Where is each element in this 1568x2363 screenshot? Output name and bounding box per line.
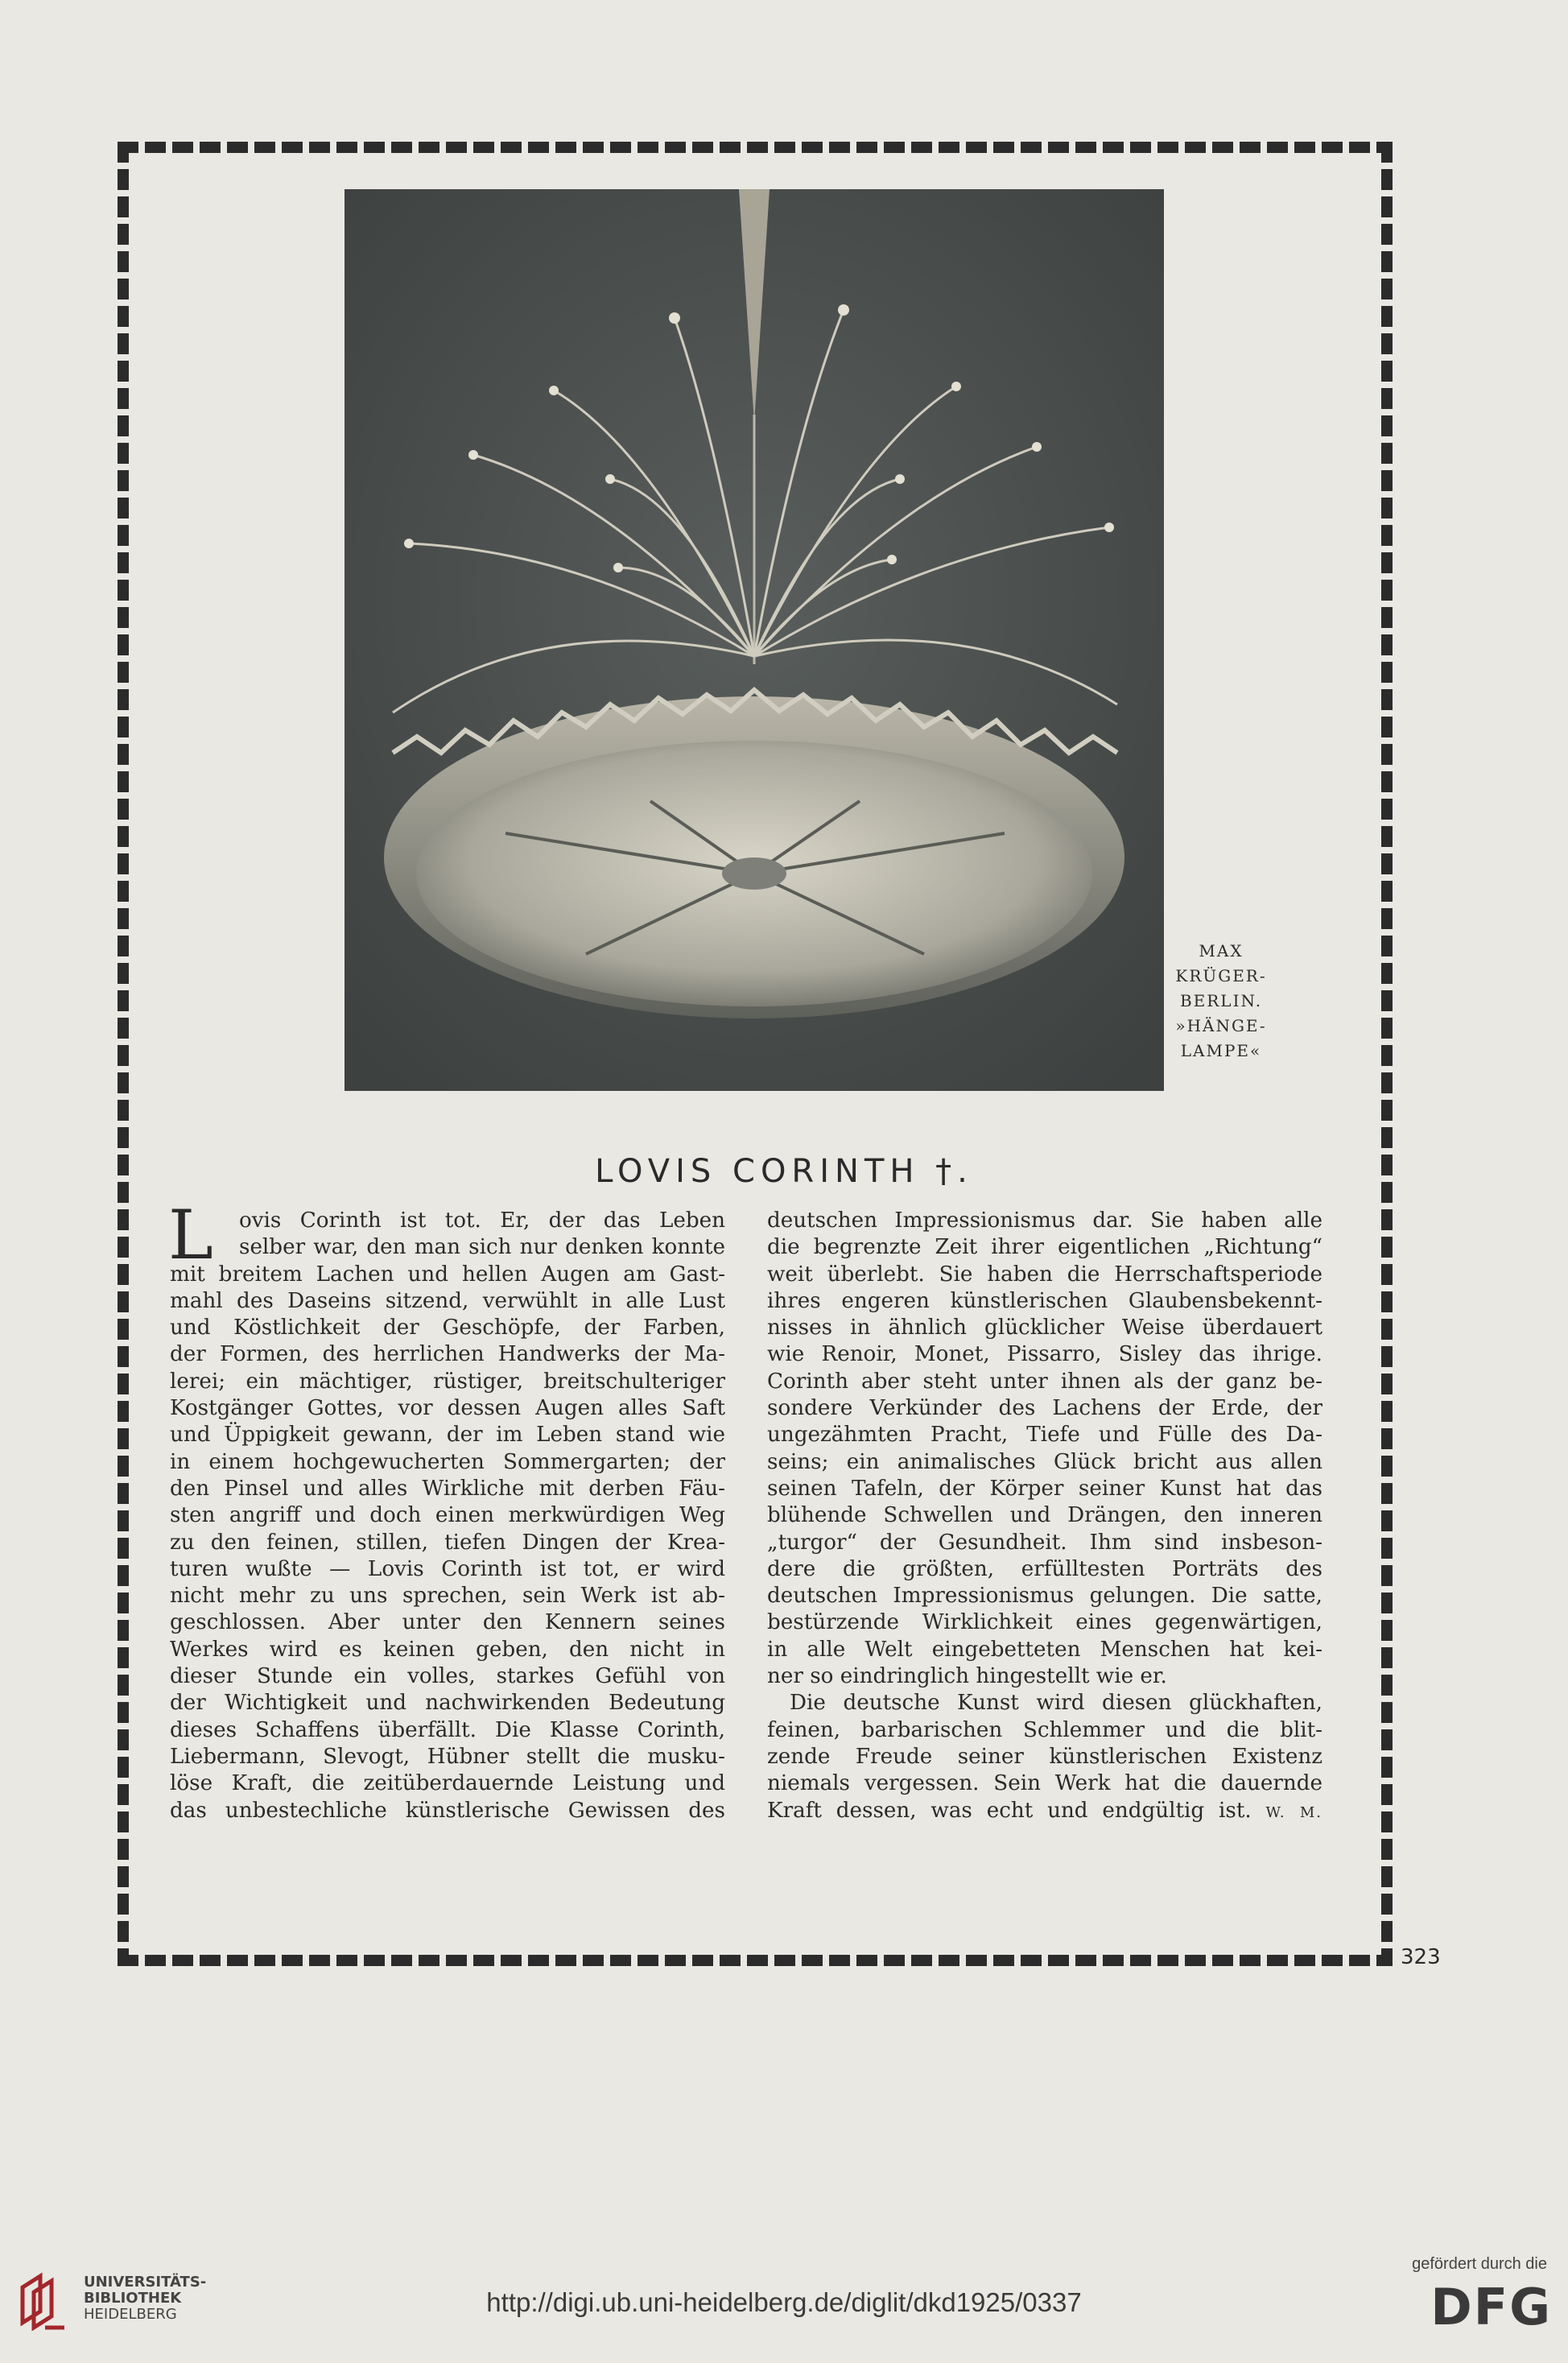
drop-cap: L — [168, 1196, 213, 1274]
text-line: nisses in ähnlich glücklicher Weise überdauert — [767, 1316, 1322, 1341]
text-line: zu den feinen, stillen, tiefen Dingen der Krea- — [170, 1530, 725, 1555]
text-line — [767, 1798, 1322, 1826]
page-number: 323 — [1401, 1945, 1441, 1969]
footer — [0, 2242, 1568, 2363]
caption-line: BERLIN. — [1179, 991, 1263, 1010]
text-line: in einem hochgewucherten Sommergarten; der — [170, 1449, 725, 1474]
text-line: seins; ein animalisches Glück bricht aus allen — [767, 1449, 1322, 1474]
caption-line: »HÄNGE- — [1175, 1016, 1267, 1035]
text-line: feinen, barbarischen Schlemmer und die blit- — [767, 1717, 1322, 1742]
text-line: in alle Welt eingebetteten Menschen hat kei- — [767, 1637, 1322, 1662]
text-line: wie Renoir, Monet, Pissarro, Sisley das ihrige. — [767, 1342, 1322, 1367]
caption-line: LAMPE« — [1180, 1041, 1262, 1060]
library-line: UNIVERSITÄTS- — [84, 2274, 207, 2291]
photo-caption — [1164, 939, 1278, 1064]
text-column-left — [168, 1196, 725, 1824]
text-line-content: Kraft dessen, was echt und endgültig ist. — [767, 1798, 1252, 1823]
text-line: dere die größten, erfülltesten Porträts des — [767, 1556, 1322, 1581]
text-line: bestürzende Wirklichkeit eines gegenwärtigen, — [767, 1610, 1322, 1635]
article-title: LOVIS CORINTH †. — [595, 1153, 973, 1190]
text-line: blühende Schwellen und Drängen, den inneren — [767, 1503, 1322, 1528]
text-line: und Köstlichkeit der Geschöpfe, der Farben, — [170, 1316, 725, 1341]
text-line: dieser Stunde ein volles, starkes Gefühl von — [170, 1664, 725, 1689]
frame-border-left — [118, 142, 129, 1966]
text-line: ihres engeren künstlerischen Glaubensbekennt- — [767, 1288, 1322, 1313]
text-line: zende Freude seiner künstlerischen Existenz — [767, 1744, 1322, 1769]
text-column-right — [767, 1208, 1322, 1826]
text-line: Werkes wird es keinen geben, den nicht in — [170, 1637, 725, 1662]
text-line: ungezähmten Pracht, Tiefe und Fülle des Da- — [767, 1423, 1322, 1448]
text-line: ner so eindringlich hingestellt wie er. — [767, 1664, 1167, 1689]
author-signature: W. M. — [1265, 1803, 1323, 1821]
text-line: ovis Corinth ist tot. Er, der das Leben — [239, 1208, 725, 1233]
frame-border-bottom — [118, 1955, 1393, 1966]
text-line: und Üppigkeit gewann, der im Leben stand wie — [170, 1423, 725, 1448]
text-line: Kostgänger Gottes, vor dessen Augen alles Saft — [170, 1396, 725, 1421]
text-line: Liebermann, Slevogt, Hübner stellt die musku- — [170, 1744, 725, 1769]
text-line: Die deutsche Kunst wird diesen glückhaften, — [790, 1691, 1322, 1716]
text-line: das unbestechliche künstlerische Gewissen des — [170, 1798, 725, 1823]
text-line: die begrenzte Zeit ihrer eigentlichen „Richtung“ — [767, 1235, 1322, 1260]
lamp-photograph — [345, 189, 1164, 1091]
caption-line: MAX — [1199, 941, 1244, 960]
dfg-logo: DFG — [1430, 2278, 1552, 2336]
text-line: der Wichtigkeit und nachwirkenden Bedeutung — [170, 1691, 725, 1716]
text-line: Corinth aber steht unter ihnen als der ganz be- — [767, 1369, 1322, 1394]
text-line: seinen Tafeln, der Körper seiner Kunst hat das — [767, 1476, 1322, 1501]
text-line: löse Kraft, die zeitüberdauernde Leistung und — [170, 1771, 725, 1796]
text-line: niemals vergessen. Sein Werk hat die dauernde — [767, 1771, 1322, 1796]
text-line: geschlossen. Aber unter den Kennern seines — [170, 1610, 725, 1635]
text-line: deutschen Impressionismus dar. Sie haben alle — [767, 1208, 1322, 1233]
text-line: der Formen, des herrlichen Handwerks der Ma- — [170, 1342, 725, 1367]
text-line: selber war, den man sich nur denken konnte — [239, 1235, 725, 1260]
text-line: den Pinsel und alles Wirkliche mit derben Fäu- — [170, 1476, 725, 1501]
caption-line: KRÜGER- — [1175, 966, 1267, 985]
text-line: sondere Verkünder des Lachens der Erde, der — [767, 1396, 1322, 1421]
library-line: HEIDELBERG — [84, 2306, 177, 2323]
text-line: mit breitem Lachen und hellen Augen am Gast- — [170, 1262, 725, 1287]
text-line: mahl des Daseins sitzend, verwühlt in alle Lust — [170, 1288, 725, 1313]
text-line: „turgor“ der Gesundheit. Ihm sind insbeson- — [767, 1530, 1322, 1555]
text-line: dieses Schaffens überfällt. Die Klasse Corinth, — [170, 1717, 725, 1742]
permalink-url[interactable]: http://digi.ub.uni-heidelberg.de/diglit/dkd1925/0337 — [486, 2287, 1082, 2317]
text-line: deutschen Impressionismus gelungen. Die satte, — [767, 1584, 1322, 1609]
text-line: weit überlebt. Sie haben die Herrschaftsperiode — [767, 1262, 1322, 1287]
frame-border-top — [118, 142, 1393, 153]
text-line: nicht mehr zu uns sprechen, sein Werk ist ab- — [170, 1584, 725, 1609]
text-line: lerei; ein mächtiger, rüstiger, breitschulteriger — [170, 1369, 725, 1394]
funded-by-label: gefördert durch die — [1412, 2255, 1547, 2273]
text-line: turen wußte — Lovis Corinth ist tot, er wird — [170, 1556, 725, 1581]
frame-border-right — [1381, 142, 1393, 1966]
text-line: sten angriff und doch einen merkwürdigen Weg — [170, 1503, 725, 1528]
library-line: BIBLIOTHEK — [84, 2290, 182, 2307]
